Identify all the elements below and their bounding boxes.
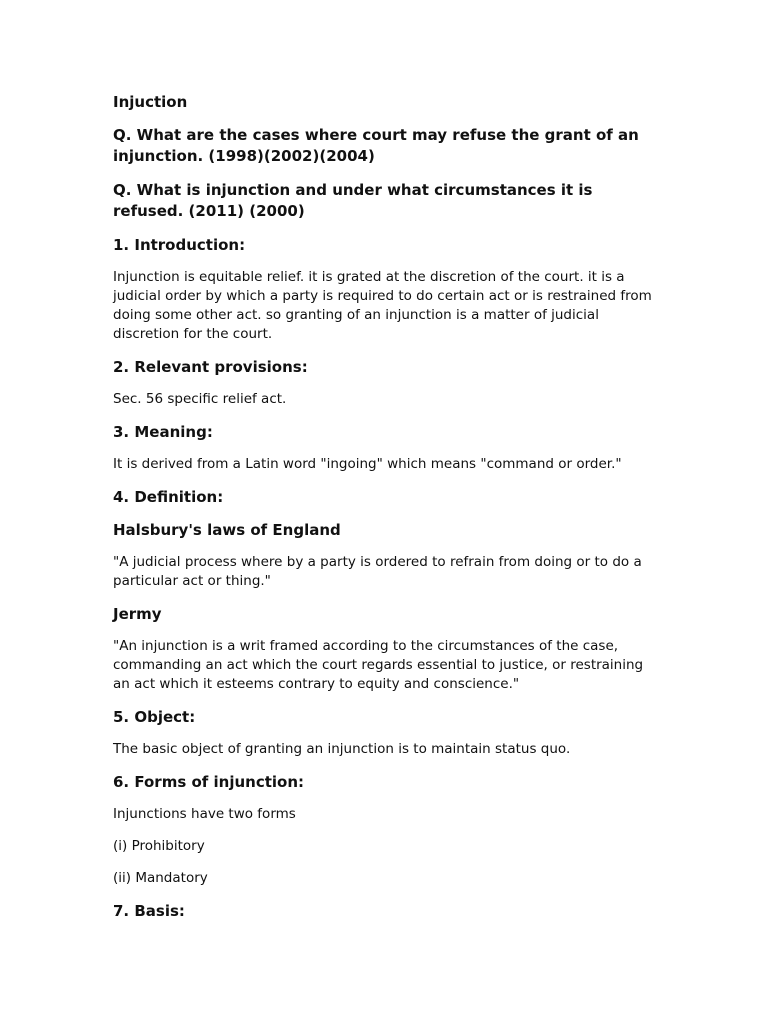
section-heading-object: 5. Object: <box>113 708 196 726</box>
introduction-text: Injunction is equitable relief. it is grated at the discretion of the court. it is a judicial order by which a party is required to do certain act or is restrained from doing some other act. so granting of an injunction is a matter of judicial discretion for the court. <box>113 269 652 342</box>
question-1: Q. What are the cases where court may refuse the grant of an injunction. (1998)(2002)(2004) <box>113 126 639 165</box>
question-2: Q. What is injunction and under what circumstances it is refused. (2011) (2000) <box>113 181 593 220</box>
document-title: Injuction <box>113 93 188 111</box>
form-item-prohibitory: (i) Prohibitory <box>113 838 205 854</box>
document-page <box>113 92 663 934</box>
provisions-text: Sec. 56 specific relief act. <box>113 391 287 407</box>
form-item-mandatory: (ii) Mandatory <box>113 870 208 886</box>
section-heading-basis: 7. Basis: <box>113 902 185 920</box>
subheading-jermy: Jermy <box>113 605 162 623</box>
halsbury-definition-text: "A judicial process where by a party is ordered to refrain from doing or to do a particular act or thing." <box>113 554 642 589</box>
subheading-halsbury: Halsbury's laws of England <box>113 521 341 539</box>
section-heading-meaning: 3. Meaning: <box>113 423 213 441</box>
section-heading-introduction: 1. Introduction: <box>113 236 246 254</box>
section-heading-forms: 6. Forms of injunction: <box>113 773 305 791</box>
jermy-definition-text: "An injunction is a writ framed according to the circumstances of the case, commanding an act which the court regards essential to justice, or restraining an act which it esteems contrary to equity and conscience." <box>113 638 644 692</box>
object-text: The basic object of granting an injunction is to maintain status quo. <box>113 741 571 757</box>
forms-intro-text: Injunctions have two forms <box>113 806 296 822</box>
meaning-text: It is derived from a Latin word "ingoing" which means "command or order." <box>113 456 622 472</box>
section-heading-definition: 4. Definition: <box>113 488 224 506</box>
section-heading-provisions: 2. Relevant provisions: <box>113 358 308 376</box>
